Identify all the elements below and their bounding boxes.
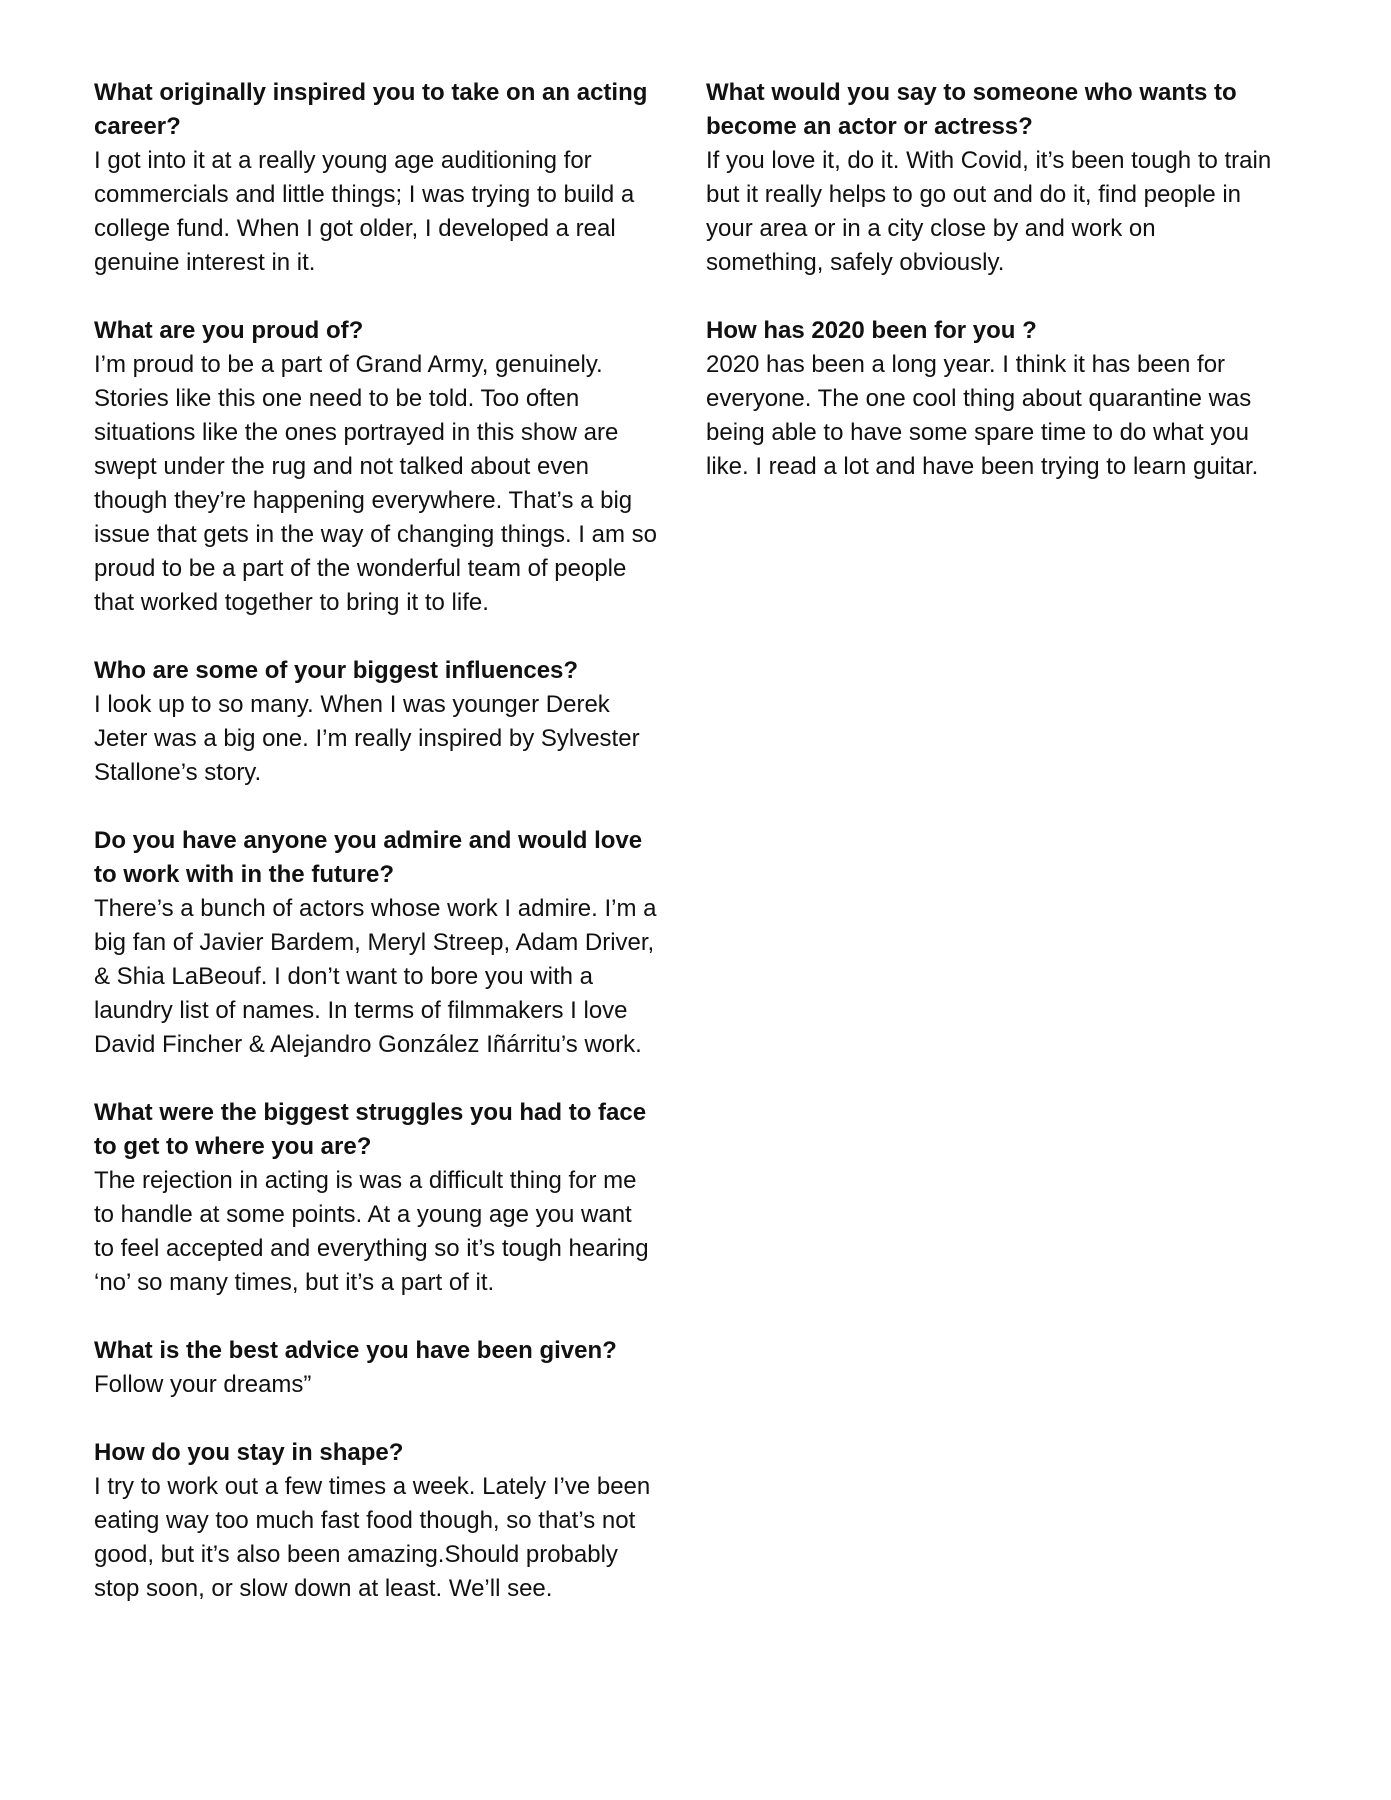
question-heading: What originally inspired you to take on an acting career? [94, 79, 648, 140]
question-heading: What would you say to someone who wants to become an actor or actress? [706, 79, 1237, 140]
question-heading: What is the best advice you have been given? [94, 1337, 617, 1364]
answer-text: 2020 has been a long year. I think it has been for everyone. The one cool thing about quarantine was being able to have some spare time to do what you like. I read a lot and have been trying to learn guitar. [706, 351, 1259, 480]
answer-text: I got into it at a really young age auditioning for commercials and little things; I was trying to build a college fund. When I got older, I developed a real genuine interest in it. [94, 147, 635, 276]
left-column [94, 76, 694, 1640]
question-heading: Do you have anyone you admire and would love to work with in the future? [94, 827, 643, 888]
answer-text: The rejection in acting is was a difficult thing for me to handle at some points. At a young age you want to feel accepted and everything so it’s tough hearing ‘no’ so many times, but it’s a part of it. [94, 1167, 649, 1296]
qa-proud [94, 314, 694, 620]
qa-struggles [94, 1096, 694, 1300]
qa-influences [94, 654, 694, 790]
question-heading: What were the biggest struggles you had to face to get to where you are? [94, 1099, 647, 1160]
question-heading: Who are some of your biggest influences? [94, 657, 579, 684]
question-heading: How do you stay in shape? [94, 1439, 404, 1466]
qa-admire [94, 824, 694, 1062]
answer-text: If you love it, do it. With Covid, it’s been tough to train but it really helps to go out and do it, find people in your area or in a city close by and work on something, safely obviously. [706, 147, 1272, 276]
qa-advice [94, 1334, 694, 1402]
qa-advice-for-actors [706, 76, 1326, 280]
qa-2020 [706, 314, 1326, 484]
answer-text: Follow your dreams” [94, 1371, 312, 1398]
qa-inspiration [94, 76, 694, 280]
answer-text: I’m proud to be a part of Grand Army, genuinely. Stories like this one need to be told. Too often situations like the ones portrayed in this show are swept under the rug and not talked about even though they’re happening everywhere. That’s a big issue that gets in the way of changing things. I am so proud to be a part of the wonderful team of people that worked together to bring it to life. [94, 351, 657, 616]
question-heading: What are you proud of? [94, 317, 364, 344]
answer-text: I try to work out a few times a week. Lately I’ve been eating way too much fast food though, so that’s not good, but it’s also been amazing.Should probably stop soon, or slow down at least. We’ll see. [94, 1473, 651, 1602]
qa-shape [94, 1436, 694, 1606]
question-heading: How has 2020 been for you ? [706, 317, 1037, 344]
answer-text: I look up to so many. When I was younger Derek Jeter was a big one. I’m really inspired by Sylvester Stallone’s story. [94, 691, 640, 786]
right-column [706, 76, 1326, 518]
answer-text: There’s a bunch of actors whose work I admire. I’m a big fan of Javier Bardem, Meryl Streep, Adam Driver, & Shia LaBeouf. I don’t want to bore you with a laundry list of names. In terms of filmmakers I love David Fincher & Alejandro González Iñárritu’s work. [94, 895, 657, 1058]
